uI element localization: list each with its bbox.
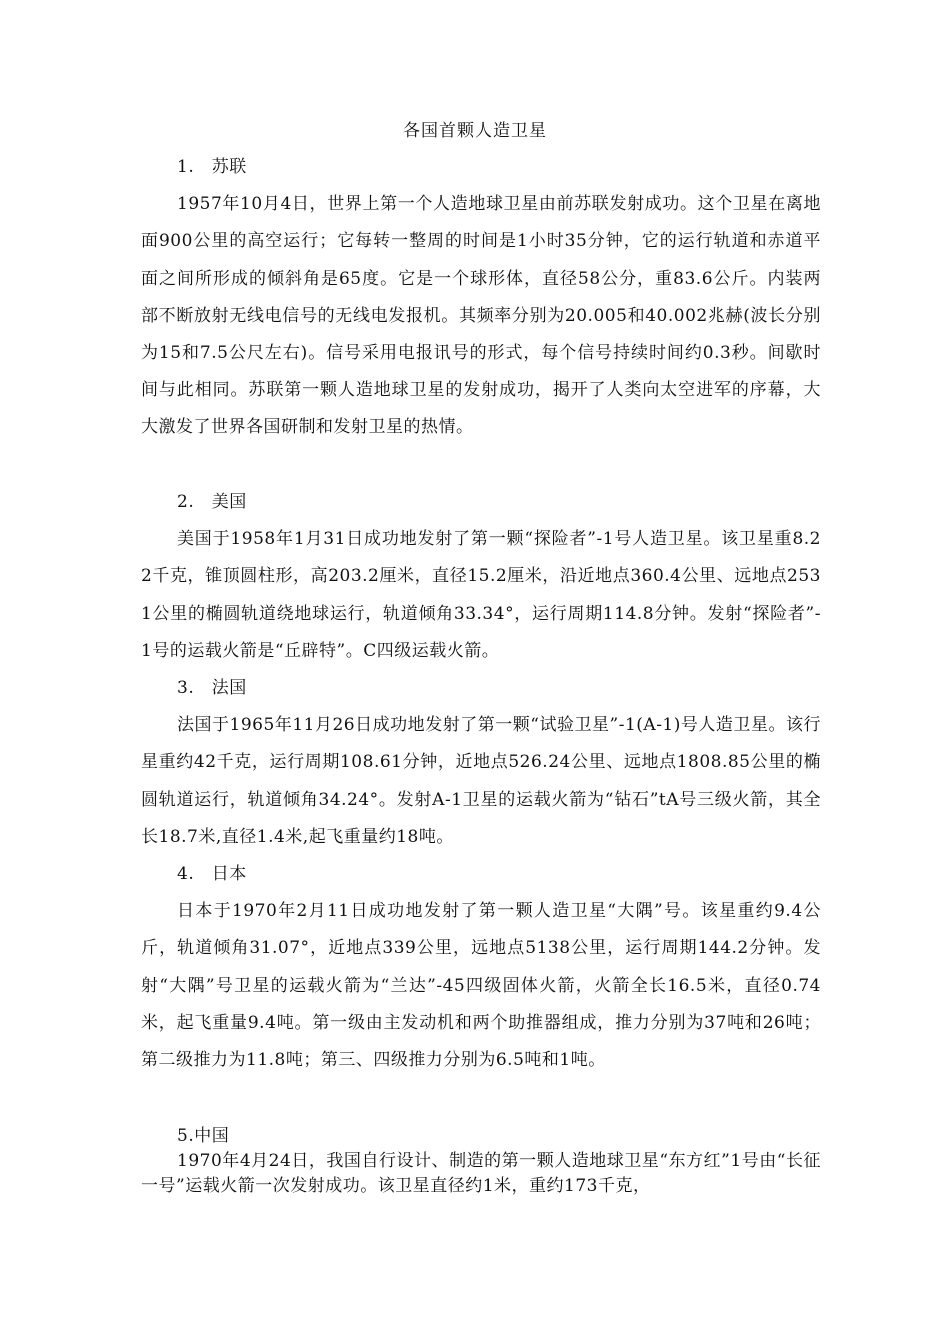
section-soviet	[141, 149, 821, 447]
section-heading: 2. 美国	[177, 492, 247, 512]
section-usa	[141, 484, 821, 670]
section-heading: 1. 苏联	[177, 157, 247, 177]
section-body: 1970年4月24日，我国自行设计、制造的第一颗人造地球卫星“东方红”1号由“长征一号”运载火箭一次发射成功。该卫星直径约1米，重约173千克，	[141, 1151, 821, 1196]
section-france	[141, 670, 821, 856]
section-body: 美国于1958年1月31日成功地发射了第一颗“探险者”-1号人造卫星。该卫星重8.22千克，锥顶圆柱形，高203.2厘米，直径15.2厘米，沿近地点360.4公里、远地点2531公里的椭圆轨道绕地球运行，轨道倾角33.34°，运行周期114.8分钟。发射“探险者”-1号的运载火箭是“丘辟特”。C四级运载火箭。	[141, 529, 821, 661]
document-title: 各国首颗人造卫星	[403, 121, 547, 141]
section-heading: 5.中国	[177, 1126, 230, 1146]
section-body: 日本于1970年2月11日成功地发射了第一颗人造卫星“大隅”号。该星重约9.4公斤，轨道倾角31.07°，近地点339公里，远地点5138公里，运行周期144.2分钟。发射“大隅”号卫星的运载火箭为“兰达”-45四级固体火箭，火箭全长16.5米，直径0.74米，起飞重量9.4吨。第一级由主发动机和两个助推器组成，推力分别为37吨和26吨；第二级推力为11.8吨；第三、四级推力分别为6.5吨和1吨。	[141, 901, 821, 1071]
section-heading: 3. 法国	[177, 678, 247, 698]
section-body: 法国于1965年11月26日成功地发射了第一颗“试验卫星”-1(A-1)号人造卫星。该行星重约42千克，运行周期108.61分钟，近地点526.24公里、远地点1808.85公里的椭圆轨道运行，轨道倾角34.24°。发射A-1卫星的运载火箭为“钻石”tA号三级火箭，其全长18.7米,直径1.4米,起飞重量约18吨。	[141, 715, 821, 847]
section-japan	[141, 856, 821, 1079]
section-body: 1957年10月4日，世界上第一个人造地球卫星由前苏联发射成功。这个卫星在离地面900公里的高空运行；它每转一整周的时间是1小时35分钟，它的运行轨道和赤道平面之间所形成的倾斜角是65度。它是一个球形体，直径58公分，重83.6公斤。内装两部不断放射无线电信号的无线电发报机。其频率分别为20.005和40.002兆赫(波长分别为15和7.5公尺左右)。信号采用电报讯号的形式，每个信号持续时间约0.3秒。间歇时间与此相同。苏联第一颗人造地球卫星的发射成功，揭开了人类向太空进军的序幕，大大激发了世界各国研制和发射卫星的热情。	[141, 194, 821, 438]
section-heading: 4. 日本	[177, 864, 247, 884]
section-china	[141, 1124, 821, 1199]
